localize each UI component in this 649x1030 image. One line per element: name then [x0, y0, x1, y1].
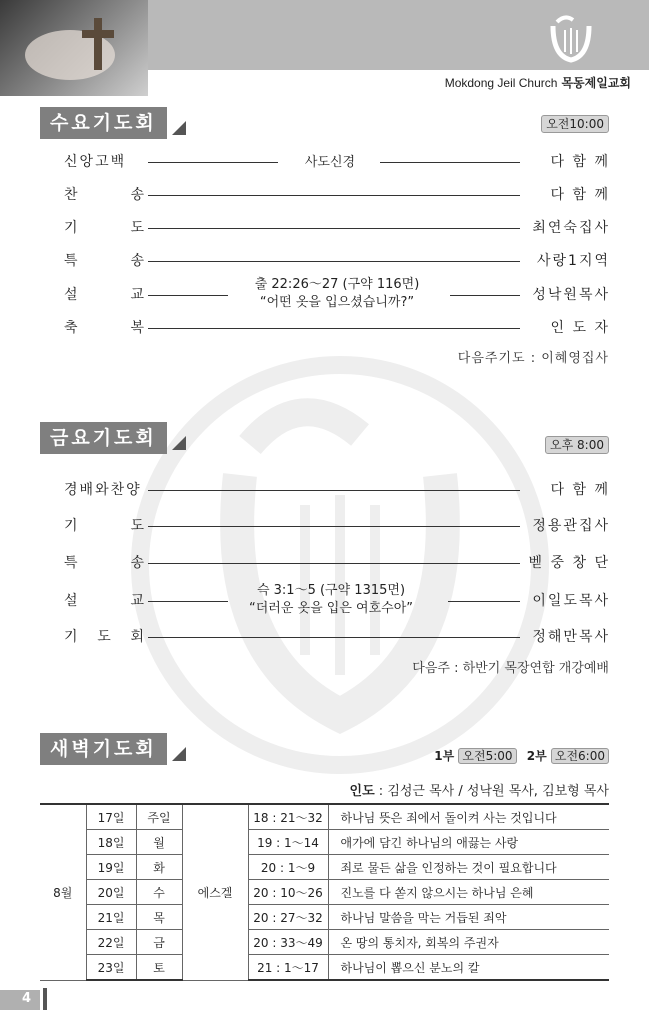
day-cell: 23일	[86, 955, 136, 981]
dawn-title: 새벽기도회	[40, 733, 167, 765]
verse-cell: 21 : 1～17	[248, 955, 328, 981]
row-label: 설 교	[64, 593, 144, 609]
weekday-cell: 토	[136, 955, 182, 981]
sermon-info	[232, 276, 442, 312]
row-value: 다 함 께	[550, 187, 610, 203]
sermon-title: “어떤 옷을 입으셨습니까?”	[259, 295, 415, 310]
row-label: 축 복	[64, 320, 144, 336]
table-row	[40, 855, 609, 880]
row-label: 경 배 와 찬 양	[64, 482, 140, 498]
verse-cell: 18 : 21～32	[248, 804, 328, 830]
title-cell: 하나님 말씀을 막는 거듭된 죄악	[328, 905, 609, 930]
row-value: 인 도 자	[550, 320, 610, 336]
row-value: 최연숙집사	[532, 220, 610, 236]
title-corner-icon	[172, 747, 186, 761]
weekday-cell: 월	[136, 830, 182, 855]
leader-line	[148, 162, 278, 163]
title-cell: 애가에 담긴 하나님의 애끓는 사랑	[328, 830, 609, 855]
wednesday-time: 오전10:00	[541, 115, 609, 133]
wed-row-blessing	[50, 317, 610, 339]
leader-line	[148, 490, 520, 491]
title-cell: 진노를 다 쏟지 않으시는 하나님 은혜	[328, 880, 609, 905]
title-corner-icon	[172, 121, 186, 135]
sermon-scripture: 슥 3:1～5 (구약 1315면)	[256, 583, 406, 598]
row-value: 벧 중 창 단	[528, 555, 610, 571]
row-label: 기 도 회	[64, 629, 144, 645]
weekday-cell: 화	[136, 855, 182, 880]
church-name	[445, 74, 631, 91]
row-value: 이일도목사	[532, 593, 610, 609]
part2-time: 오전6:00	[551, 748, 609, 764]
leader-line	[148, 195, 520, 196]
row-label: 찬 송	[64, 187, 144, 203]
book-cell: 에스겔	[182, 804, 248, 980]
church-name-en: Mokdong Jeil Church	[444, 76, 558, 90]
dawn-schedule-table	[40, 803, 609, 981]
day-cell: 19일	[86, 855, 136, 880]
title-cell: 온 땅의 통치자, 회복의 주권자	[328, 930, 609, 955]
fri-row-sermon	[50, 583, 610, 616]
weekday-cell: 목	[136, 905, 182, 930]
part2-label: 2부	[526, 749, 547, 763]
church-name-ko: 목동제일교회	[561, 76, 631, 90]
part1-time: 오전5:00	[458, 748, 516, 764]
table-row	[40, 955, 609, 981]
verse-cell: 19 : 1～14	[248, 830, 328, 855]
leaders-label: 인도	[349, 784, 375, 799]
part1-label: 1부	[434, 749, 455, 763]
fri-row-special	[50, 552, 610, 574]
row-label: 기 도	[64, 518, 144, 534]
verse-cell: 20 : 10～26	[248, 880, 328, 905]
row-value: 정해만목사	[532, 629, 610, 645]
fri-row-prayer	[50, 515, 610, 537]
dawn-leaders	[350, 780, 609, 799]
row-label: 특 송	[64, 555, 144, 571]
table-row	[40, 830, 609, 855]
fri-row-worship	[50, 479, 610, 501]
lyre-logo-icon	[543, 12, 599, 68]
friday-title: 금요기도회	[40, 422, 167, 454]
day-cell: 21일	[86, 905, 136, 930]
dawn-times	[434, 747, 609, 764]
wed-row-special	[50, 250, 610, 272]
page-number: 4	[22, 991, 32, 1006]
table-row	[40, 930, 609, 955]
row-label: 특 송	[64, 253, 144, 269]
row-value: 정용관집사	[532, 518, 610, 534]
wed-row-hymn	[50, 184, 610, 206]
day-cell: 20일	[86, 880, 136, 905]
row-label: 기 도	[64, 220, 144, 236]
praying-hands-photo	[0, 0, 148, 96]
sermon-scripture: 출 22:26～27 (구약 116면)	[254, 277, 420, 292]
wed-row-sermon	[50, 277, 610, 310]
verse-cell: 20 : 33～49	[248, 930, 328, 955]
fri-row-prayer-meeting	[50, 626, 610, 648]
month-cell: 8월	[40, 804, 86, 980]
row-value: 다 함 께	[550, 482, 610, 498]
leader-line	[380, 162, 520, 163]
leader-line	[148, 328, 520, 329]
leaders-names: : 김성근 목사 / 성낙원 목사, 김보형 목사	[374, 784, 609, 799]
sermon-info	[226, 582, 436, 618]
leader-line	[148, 526, 520, 527]
row-value: 사랑1지역	[536, 253, 610, 269]
leader-line	[148, 637, 520, 638]
day-cell: 22일	[86, 930, 136, 955]
row-value: 다 함 께	[550, 154, 610, 170]
row-middle: 사도신경	[304, 155, 356, 170]
title-cell: 하나님 뜻은 죄에서 돌이켜 사는 것입니다	[328, 804, 609, 830]
friday-time: 오후 8:00	[545, 436, 609, 454]
wednesday-title: 수요기도회	[40, 107, 167, 139]
leader-line	[450, 295, 520, 296]
sermon-title: “더러운 옷을 입은 여호수아”	[248, 601, 413, 616]
title-corner-icon	[172, 436, 186, 450]
row-value: 성낙원목사	[532, 287, 610, 303]
weekday-cell: 금	[136, 930, 182, 955]
title-cell: 하나님이 뽑으신 분노의 칼	[328, 955, 609, 981]
row-label: 설 교	[64, 287, 144, 303]
title-cell: 죄로 물든 삶을 인정하는 것이 필요합니다	[328, 855, 609, 880]
table-row	[40, 880, 609, 905]
verse-cell: 20 : 1～9	[248, 855, 328, 880]
verse-cell: 20 : 27～32	[248, 905, 328, 930]
table-row	[40, 905, 609, 930]
table-row	[40, 804, 609, 830]
day-cell: 18일	[86, 830, 136, 855]
leader-line	[148, 601, 228, 602]
page-number-bar	[0, 990, 40, 1010]
row-label: 신 앙 고 백	[64, 154, 125, 170]
leader-line	[148, 295, 228, 296]
wed-row-creed	[50, 151, 610, 173]
leader-line	[148, 563, 520, 564]
wednesday-next: 다음주기도 : 이혜영집사	[457, 351, 609, 366]
friday-next: 다음주 : 하반기 목장연합 개강예배	[412, 661, 609, 676]
wed-row-prayer	[50, 217, 610, 239]
leader-line	[148, 261, 520, 262]
weekday-cell: 주일	[136, 804, 182, 830]
leader-line	[448, 601, 520, 602]
day-cell: 17일	[86, 804, 136, 830]
leader-line	[148, 228, 520, 229]
weekday-cell: 수	[136, 880, 182, 905]
page-tick	[43, 988, 47, 1010]
